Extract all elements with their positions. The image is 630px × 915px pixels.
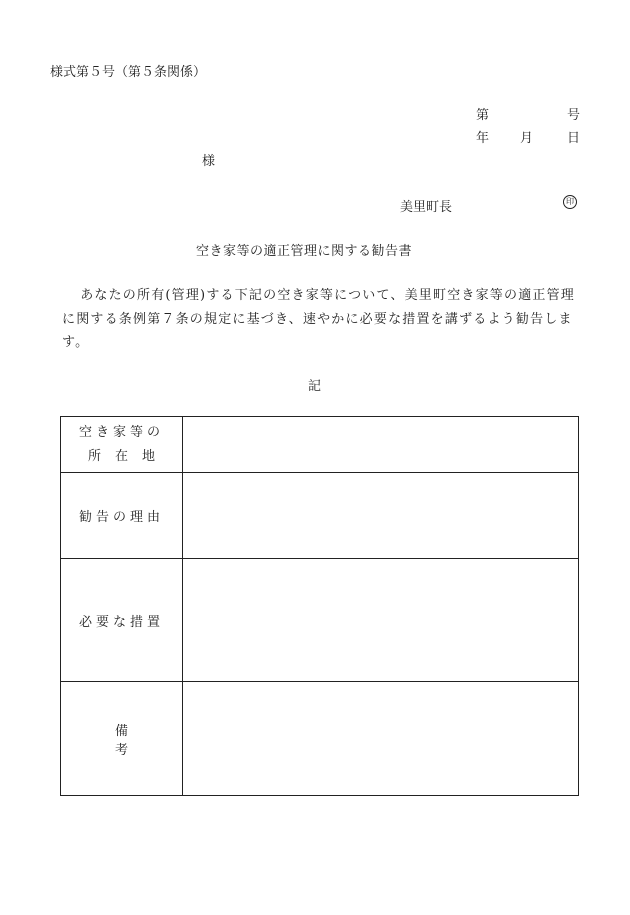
- remarks-label-cell: [61, 682, 183, 796]
- remarks-value-cell: [183, 682, 579, 796]
- measures-label: 必要な措置: [78, 614, 164, 630]
- location-value-cell: [183, 417, 579, 473]
- form-number: 様式第５号（第５条関係）: [50, 65, 207, 80]
- reason-label: 勧告の理由: [78, 510, 164, 525]
- table-row: [61, 417, 579, 473]
- reason-label-cell: [61, 473, 183, 559]
- date-day-label: 日: [567, 131, 581, 146]
- body-paragraph: [62, 284, 582, 355]
- addressee-honorific: 様: [202, 154, 216, 169]
- location-label-line1: 空き家等の: [78, 424, 164, 440]
- document-number-label: 第: [476, 108, 490, 123]
- table-row: [61, 682, 579, 796]
- measures-value-cell: [183, 559, 579, 682]
- table-row: [61, 559, 579, 682]
- detail-table: [60, 416, 579, 796]
- reason-value-cell: [183, 473, 579, 559]
- location-label-line2: 所在地: [87, 448, 169, 464]
- document-title: 空き家等の適正管理に関する勧告書: [196, 244, 413, 259]
- measures-label-cell: [61, 559, 183, 682]
- document-number-suffix: 号: [567, 108, 581, 123]
- date-month-label: 月: [520, 131, 534, 146]
- remarks-label: 備考: [114, 723, 166, 758]
- sender-name: 美里町長: [400, 200, 453, 215]
- seal-mark: 印: [563, 195, 577, 209]
- table-row: [61, 473, 579, 559]
- ki-heading: 記: [308, 379, 322, 394]
- location-label-cell: [61, 417, 183, 473]
- body-text: あなたの所有(管理)する下記の空き家等について、美里町空き家等の適正管理に関する条例第７条の規定に基づき、速やかに必要な措置を講ずるよう勧告します。: [62, 288, 576, 350]
- date-year-label: 年: [476, 131, 490, 146]
